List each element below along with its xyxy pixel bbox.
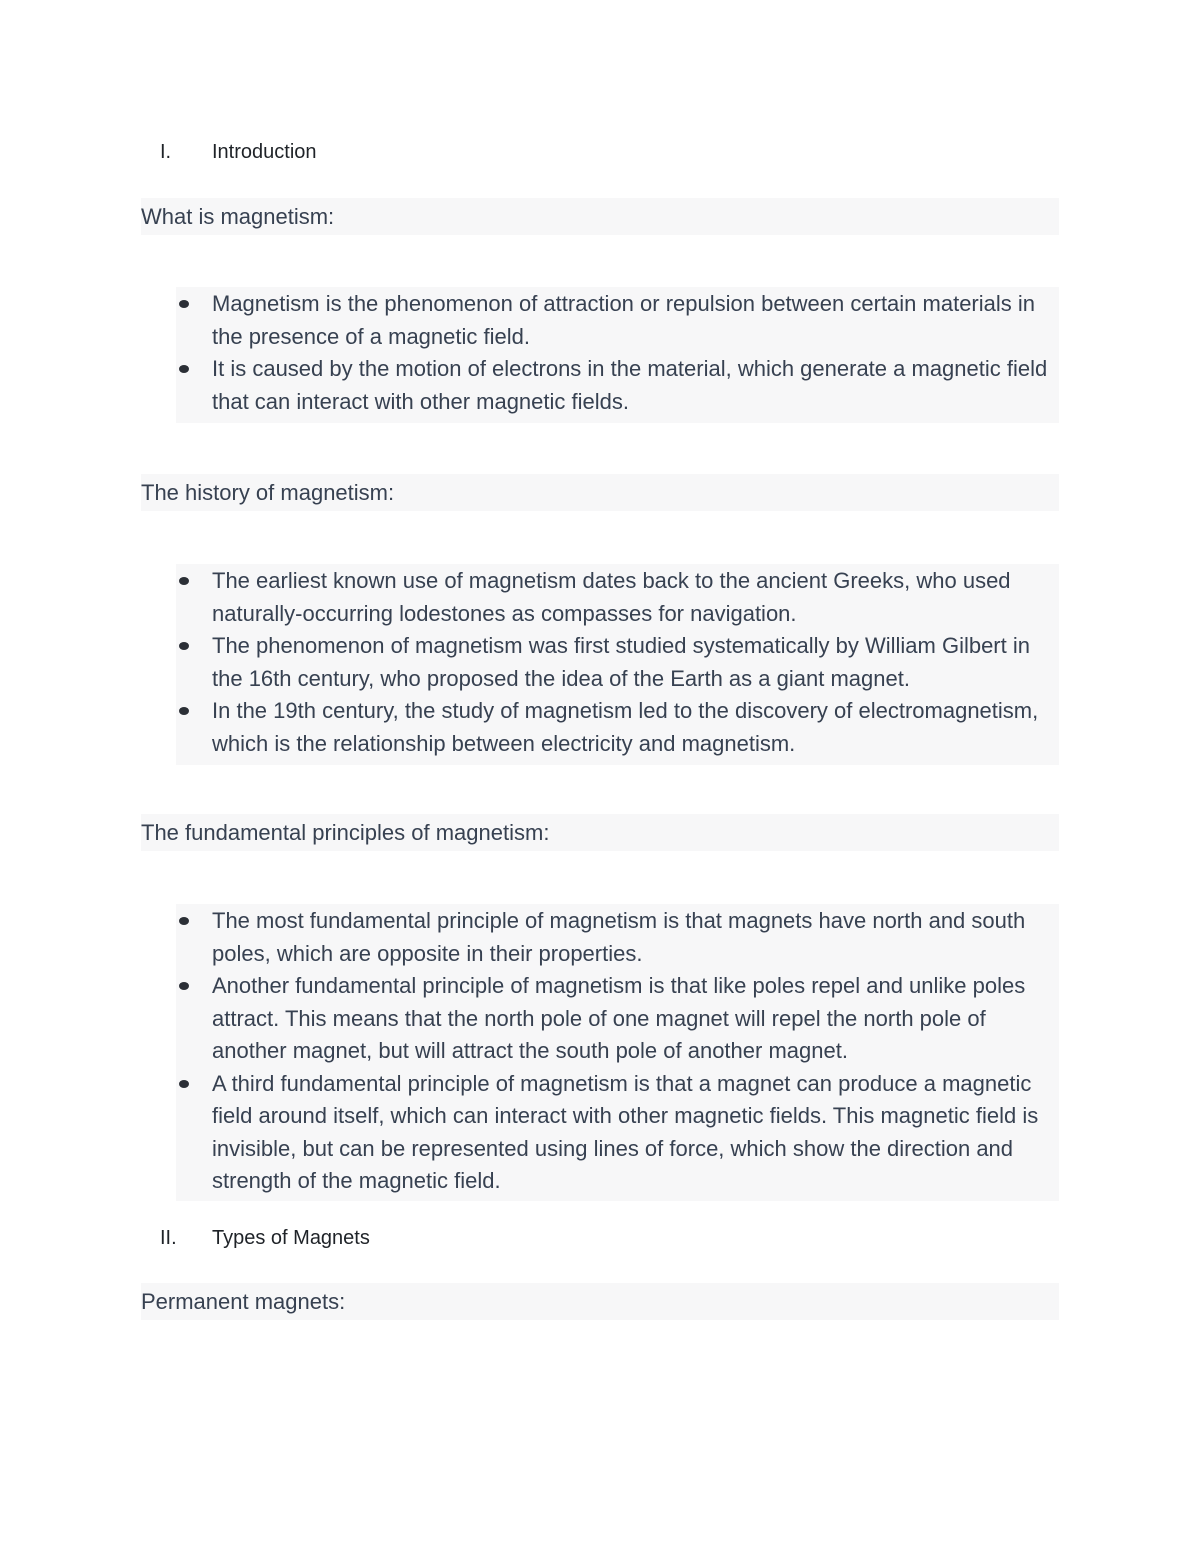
- section-heading-types-of-magnets: [160, 1227, 370, 1250]
- section-title: Introduction: [212, 141, 317, 163]
- subheading-fundamental-principles: The fundamental principles of magnetism:: [141, 814, 1059, 851]
- subheading-what-is-magnetism: What is magnetism:: [141, 198, 1059, 235]
- list-item: In the 19th century, the study of magnetism led to the discovery of electromagnetism, which is the relationship between electricity and magnetism.: [176, 695, 1059, 760]
- bullet-dot-icon: [179, 577, 189, 585]
- bullet-dot-icon: [179, 642, 189, 650]
- bullet-list-history: [176, 564, 1059, 765]
- section-numeral: II.: [160, 1227, 177, 1249]
- bullet-list-what-is: [176, 287, 1059, 423]
- section-numeral: I.: [160, 141, 172, 163]
- bullet-list-principles: [176, 904, 1059, 1201]
- list-item: The phenomenon of magnetism was first studied systematically by William Gilbert in the 16th century, who proposed the idea of the Earth as a giant magnet.: [176, 630, 1059, 695]
- list-item: It is caused by the motion of electrons in the material, which generate a magnetic field that can interact with other magnetic fields.: [176, 353, 1059, 418]
- section-title: Types of Magnets: [212, 1227, 370, 1249]
- list-item: The most fundamental principle of magnetism is that magnets have north and south poles, which are opposite in their properties.: [176, 905, 1059, 970]
- list-item: The earliest known use of magnetism dates back to the ancient Greeks, who used naturally-occurring lodestones as compasses for navigation.: [176, 565, 1059, 630]
- list-item: A third fundamental principle of magnetism is that a magnet can produce a magnetic field around itself, which can interact with other magnetic fields. This magnetic field is invisible, but can be represented using lines of force, which show the direction and strength of the magnetic field.: [176, 1068, 1059, 1198]
- bullet-dot-icon: [179, 982, 189, 990]
- subheading-permanent-magnets: Permanent magnets:: [141, 1283, 1059, 1320]
- bullet-dot-icon: [179, 300, 189, 308]
- list-item: Another fundamental principle of magnetism is that like poles repel and unlike poles attract. This means that the north pole of one magnet will repel the north pole of another magnet, but will attract the south pole of another magnet.: [176, 970, 1059, 1068]
- bullet-dot-icon: [179, 917, 189, 925]
- bullet-dot-icon: [179, 1080, 189, 1088]
- subheading-history-of-magnetism: The history of magnetism:: [141, 474, 1059, 511]
- bullet-dot-icon: [179, 707, 189, 715]
- section-heading-introduction: [160, 141, 317, 164]
- list-item: Magnetism is the phenomenon of attraction or repulsion between certain materials in the presence of a magnetic field.: [176, 288, 1059, 353]
- bullet-dot-icon: [179, 365, 189, 373]
